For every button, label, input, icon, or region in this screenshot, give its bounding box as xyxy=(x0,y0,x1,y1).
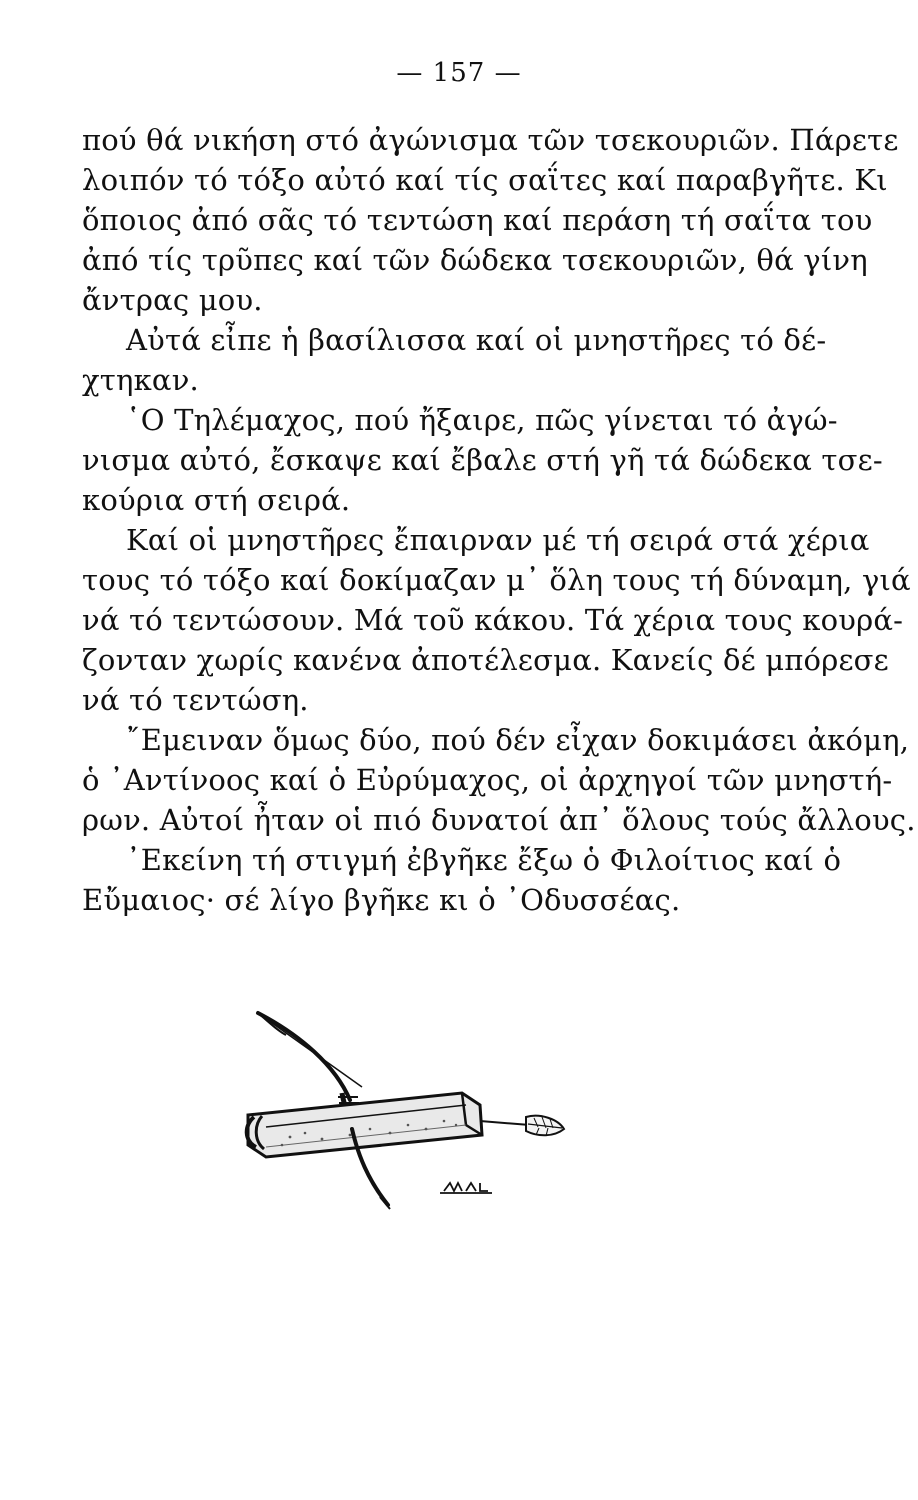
text-line: ζονταν χωρίς κανένα ἀποτέλεσμα. Κανείς δέ μπόρεσε xyxy=(82,643,889,677)
text-line: ἀπό τίς τρῦπες καί τῶν δώδεκα τσεκουριῶν, θά γίνη xyxy=(82,243,868,277)
text-line: πού θά νικήση στό ἀγώνισμα τῶν τσεκουριῶν. Πάρετε xyxy=(82,123,899,157)
bow-arrow-illustration xyxy=(230,1005,590,1225)
body-text xyxy=(82,120,916,920)
text-line: ὁ ᾽Αντίνοος καί ὁ Εὐρύμαχος, οἱ ἀρχηγοί τῶν μνηστή- xyxy=(82,763,893,797)
text-line: χτηκαν. xyxy=(82,363,199,397)
text-line: νά τό τεντώση. xyxy=(82,683,309,717)
text-line: Αὐτά εἶπε ἡ βασίλισσα καί οἱ μνηστῆρες τό δέ- xyxy=(126,323,827,357)
quiver-box xyxy=(247,1093,482,1157)
artist-signature xyxy=(440,1183,492,1193)
text-line: Εὔμαιος· σέ λίγο βγῆκε κι ὁ ᾽Οδυσσέας. xyxy=(82,883,681,917)
page-number: — 157 — xyxy=(396,58,522,88)
text-line: ᾽Εκείνη τή στιγμή ἐβγῆκε ἔξω ὁ Φιλοίτιος καί ὁ xyxy=(126,843,842,877)
text-line: ρων. Αὐτοί ἦταν οἱ πιό δυνατοί ἀπ᾽ ὅλους τούς ἄλλους. xyxy=(82,803,916,837)
arrow-shaft xyxy=(480,1121,530,1125)
text-line: ὅποιος ἀπό σᾶς τό τεντώση καί περάση τή σαΐτα του xyxy=(82,203,873,237)
text-line: νισμα αὐτό, ἔσκαψε καί ἔβαλε στή γῆ τά δώδεκα τσε- xyxy=(82,443,883,477)
arrow-feather xyxy=(526,1116,564,1136)
text-line: νά τό τεντώσουν. Μά τοῦ κάκου. Τά χέρια τους κουρά- xyxy=(82,603,904,637)
text-line: τους τό τόξο καί δοκίμαζαν μ᾽ ὅλη τους τή δύναμη, γιά xyxy=(82,563,911,597)
text-line: λοιπόν τό τόξο αὐτό καί τίς σαΐτες καί παραβγῆτε. Κι xyxy=(82,163,888,197)
text-line: ἄντρας μου. xyxy=(82,283,263,317)
bow-string xyxy=(258,1013,362,1087)
text-line: ῾Ο Τηλέμαχος, πού ἤξαιρε, πῶς γίνεται τό ἀγώ- xyxy=(126,403,838,437)
text-line: ῎Εμειναν ὅμως δύο, πού δέν εἶχαν δοκιμάσει ἀκόμη, xyxy=(126,723,910,757)
text-line: κούρια στή σειρά. xyxy=(82,483,351,517)
text-line: Καί οἱ μνηστῆρες ἔπαιρναν μέ τή σειρά στά χέρια xyxy=(126,523,870,557)
